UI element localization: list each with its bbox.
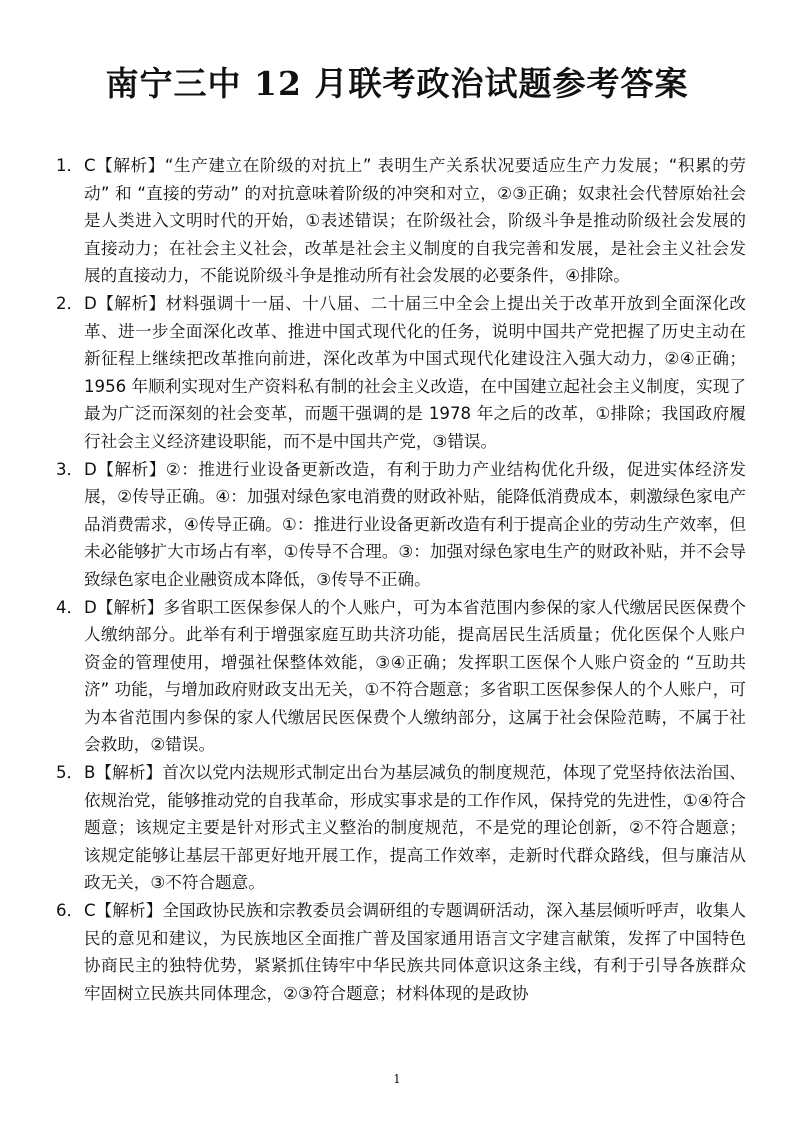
page-number: 1 — [393, 1072, 401, 1086]
question-number: 5． — [56, 763, 84, 783]
question-number: 4． — [56, 597, 84, 617]
answer-text: C【解析】“生产建立在阶级的对抗上” 表明生产关系状况要适应生产力发展；“积累的劳动” 和 “直接的劳动” 的对抗意味着阶级的冲突和对立，②③正确；奴隶社会代替原始社会是人类进入文明时代的开始，①表述错误；在阶级社会，阶级斗争是推动阶级社会发展的直接动力；在社会主义社会，改革是社会主义制度的自我完善和发展，是社会主义社会发展的直接动力，不能说阶级斗争是推动所有社会发展的必要条件，④排除。 — [84, 156, 746, 286]
answer-item — [56, 456, 746, 594]
answer-item — [56, 759, 746, 897]
answer-text: D【解析】多省职工医保参保人的个人账户，可为本省范围内参保的家人代缴居民医保费个人缴纳部分。此举有利于增强家庭互助共济功能，提高居民生活质量；优化医保个人账户资金的管理使用，增强社保整体效能，③④正确；发挥职工医保个人账户资金的 “互助共济” 功能，与增加政府财政支出无关，①不符合题意；多省职工医保参保人的个人账户，可为本省范围内参保的家人代缴居民医保费个人缴纳部分，这属于社会保险范畴，不属于社会救助，②错误。 — [84, 597, 746, 755]
question-number: 1． — [56, 156, 84, 175]
answer-text: D【解析】材料强调十一届、十八届、二十届三中全会上提出关于改革开放到全面深化改革、进一步全面深化改革、推进中国式现代化的任务，说明中国共产党把握了历史主动在新征程上继续把改革推向前进，深化改革为中国式现代化建设注入强大动力，②④正确；1956 年顺利实现对生产资料私有制的社会主义改造，在中国建立起社会主义制度，实现了最为广泛而深刻的社会变革，而题干强调的是 1978 年之后的改革，①排除；我国政府履行社会主义经济建设职能，而不是中国共产党，③错误。 — [84, 293, 746, 451]
answer-item — [56, 594, 746, 760]
answer-list — [56, 152, 746, 1007]
answer-text: B【解析】首次以党内法规形式制定出台为基层减负的制度规范，体现了党坚持依法治国、依规治党，能够推动党的自我革命，形成实事求是的工作作风，保持党的先进性，①④符合题意；该规定主要是针对形式主义整治的制度规范，不是党的理论创新，②不符合题意；该规定能够让基层干部更好地开展工作，提高工作效率，走新时代群众路线，但与廉洁从政无关，③不符合题意。 — [84, 763, 746, 893]
answer-item — [56, 290, 746, 456]
answer-item — [56, 897, 746, 1007]
page-title: 南宁三中 12 月联考政治试题参考答案 — [105, 64, 689, 103]
answer-text: C【解析】全国政协民族和宗教委员会调研组的专题调研活动，深入基层倾听呼声，收集人民的意见和建议，为民族地区全面推广普及国家通用语言文字建言献策，发挥了中国特色协商民主的独特优势，紧紧抓住铸牢中华民族共同体意识这条主线，有利于引导各族群众牢固树立民族共同体理念，②③符合题意；材料体现的是政协 — [84, 901, 746, 1003]
question-number: 3． — [56, 459, 84, 479]
question-number: 2． — [56, 293, 84, 313]
answer-text: D【解析】②：推进行业设备更新改造，有利于助力产业结构优化升级，促进实体经济发展，②传导正确。④：加强对绿色家电消费的财政补贴，能降低消费成本，刺激绿色家电产品消费需求，④传导正确。①：推进行业设备更新改造有利于提高企业的劳动生产效率，但未必能够扩大市场占有率，①传导不合理。③：加强对绿色家电生产的财政补贴，并不会导致绿色家电企业融资成本降低，③传导不正确。 — [84, 459, 746, 589]
question-number: 6． — [56, 901, 84, 921]
answer-item — [56, 152, 746, 290]
